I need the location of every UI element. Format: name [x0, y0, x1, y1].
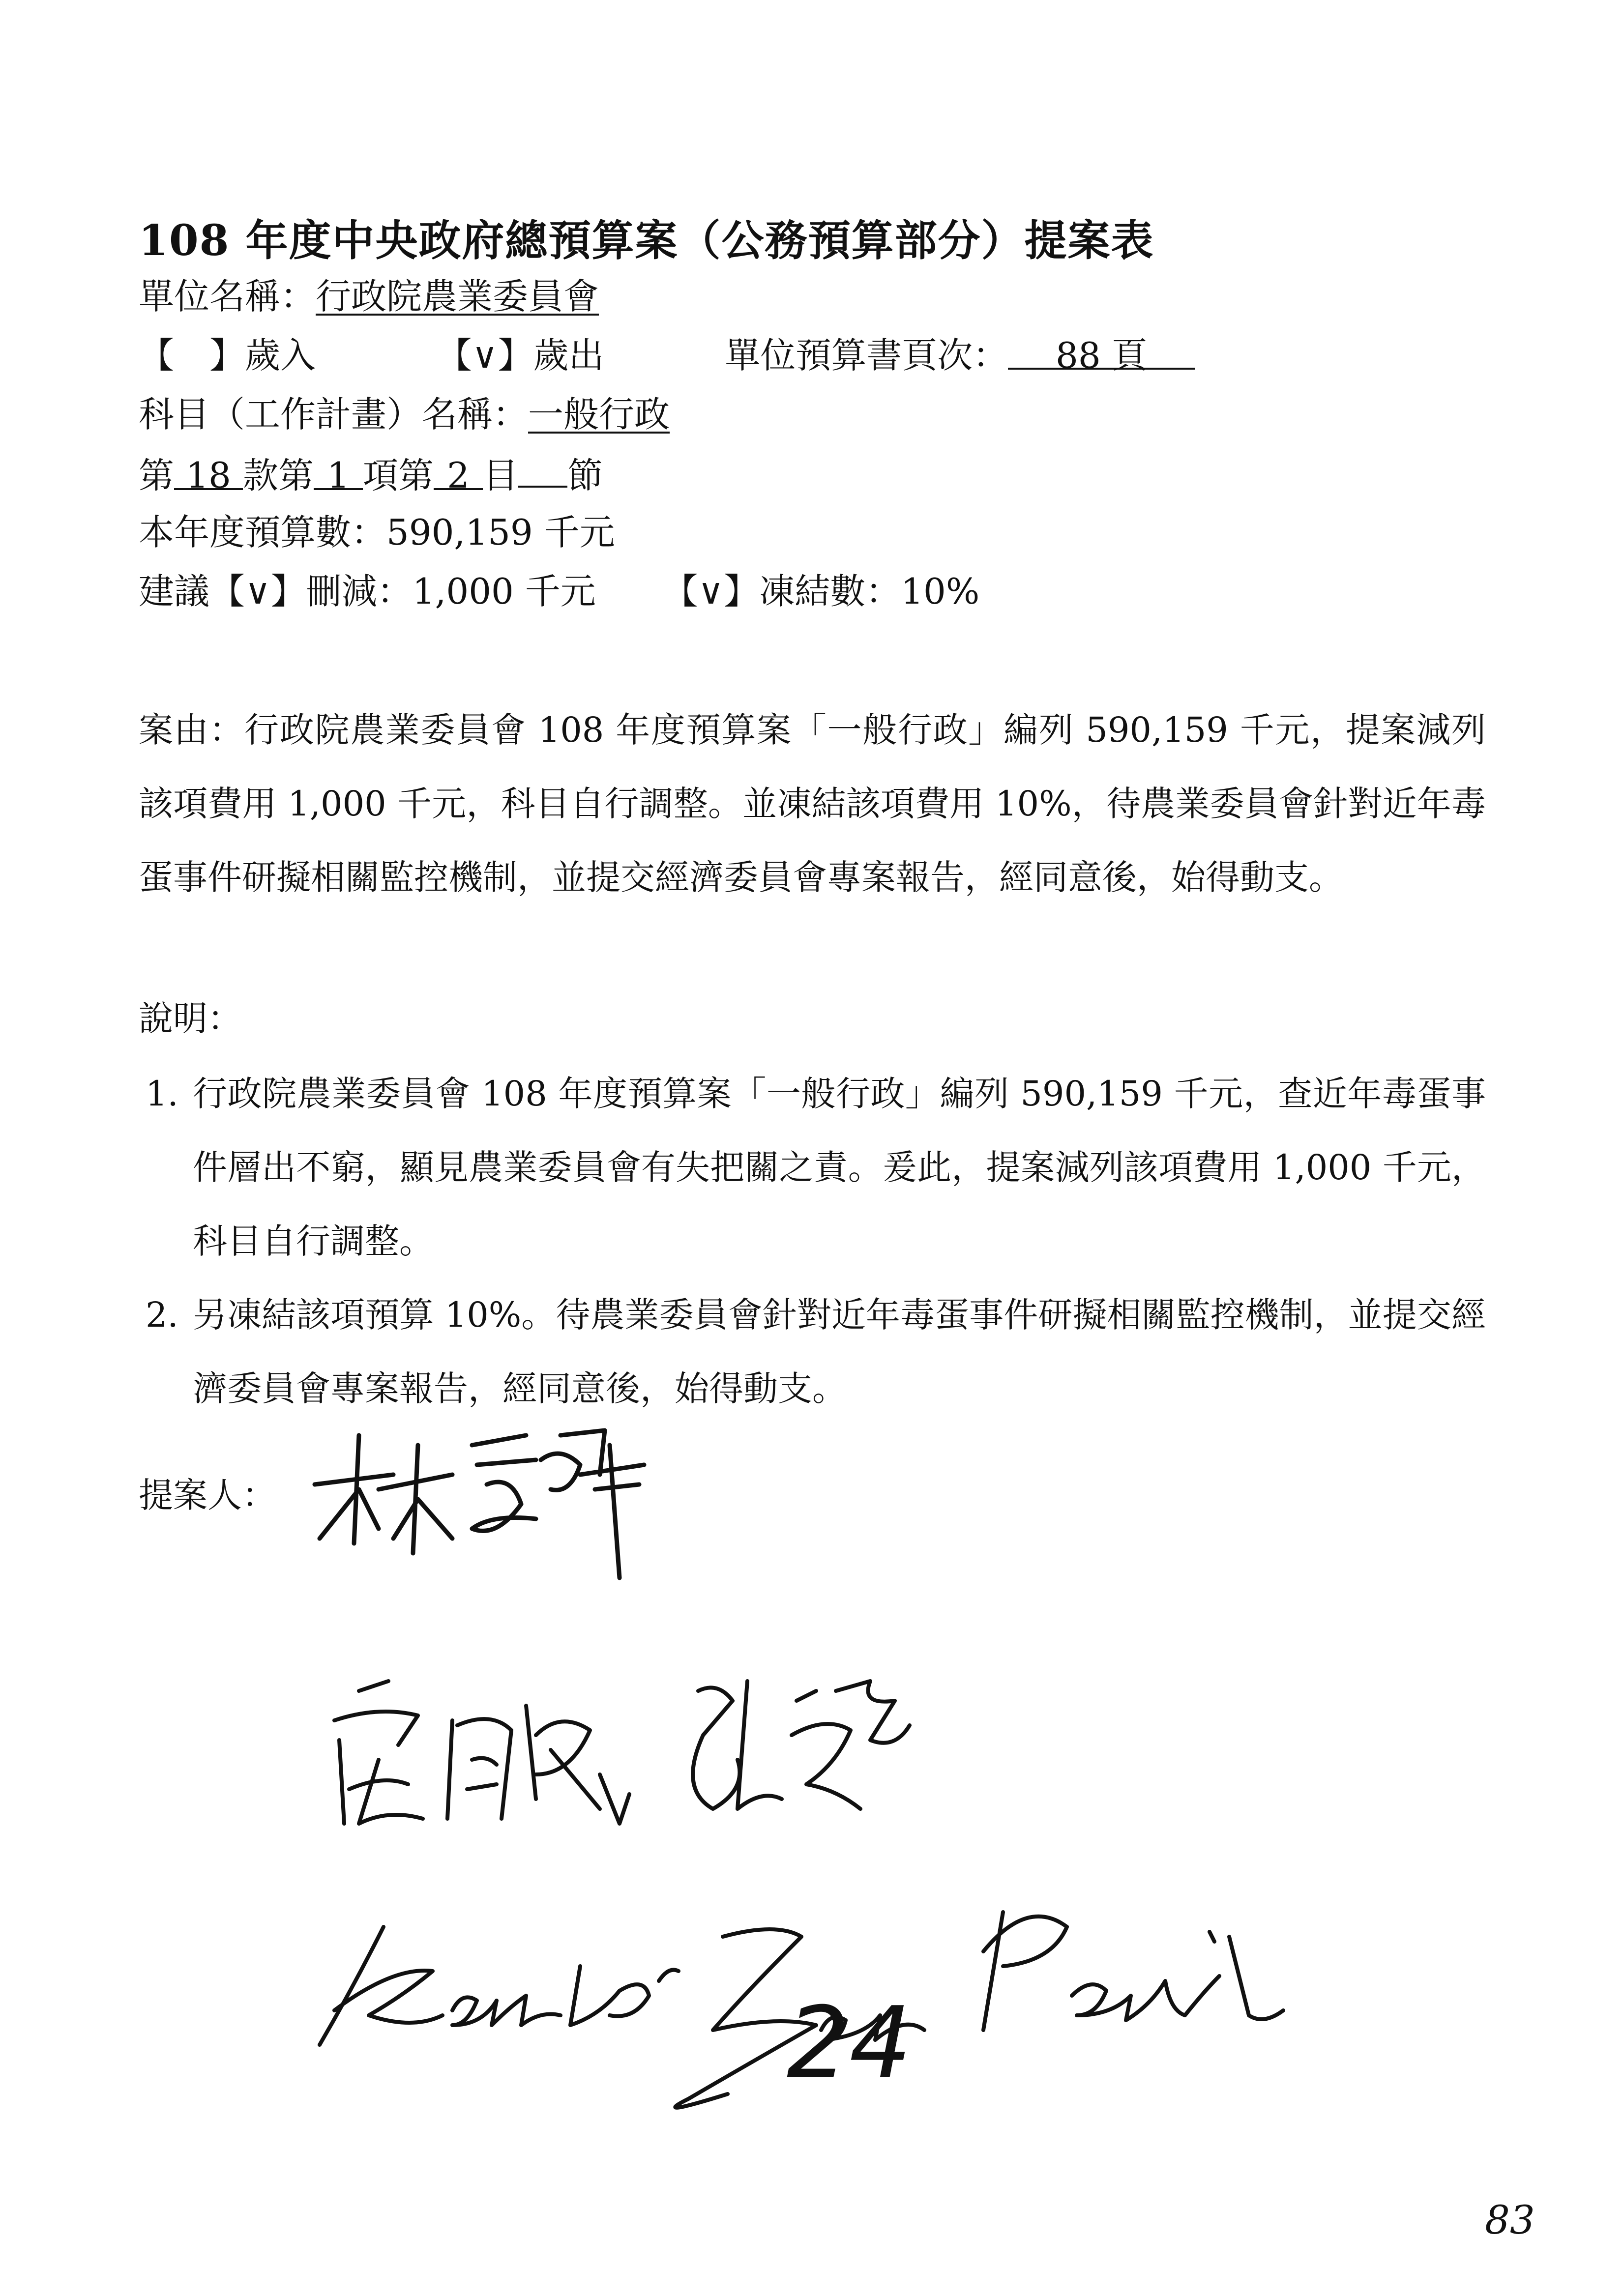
page-number: 83: [1485, 2197, 1535, 2243]
note-text: 另凍結該項預算 10%。待農業委員會針對近年毒蛋事件研擬相關監控機制，並提交經濟委員會專案報告，經同意後，始得動支。: [193, 1295, 1486, 1409]
note-text: 行政院農業委員會 108 年度預算案「一般行政」編列 590,159 千元，查近年毒蛋事件層出不窮，顯見農業委員會有失把關之責。爰此，提案減列該項費用 1,000 千元，科目自行調整。: [193, 1074, 1486, 1261]
proposal-freeze: 【∨】凍結數：10%: [662, 571, 980, 612]
section-mu: 2: [434, 454, 483, 490]
section-line: [139, 452, 603, 497]
document-title: 108 年度中央政府總預算案（公務預算部分）提案表: [139, 216, 1154, 265]
budget-amount-line: 本年度預算數：590,159 千元: [139, 512, 615, 553]
proposal-line: [139, 570, 979, 612]
note-item-1: [139, 1057, 1486, 1278]
subject-line: [139, 393, 670, 436]
unit-line: [139, 275, 599, 318]
note-number: 2.: [146, 1295, 178, 1335]
unit-name: 行政院農業委員會: [316, 276, 599, 317]
section-xiang: 1: [314, 454, 363, 490]
section-jie: [518, 452, 567, 488]
handwritten-number: 24: [787, 1986, 912, 2100]
section-prefix: 第: [139, 455, 175, 496]
case-reason: 案由：行政院農業委員會 108 年度預算案「一般行政」編列 590,159 千元，提案減列該項費用 1,000 千元，科目自行調整。並凍結該項費用 10%，待農業委員會針對近年毒蛋事件研擬相關監控機制，並提交經濟委員會專案報告，經同意後，始得動支。: [139, 710, 1486, 898]
expense-option: 【∨】歲出: [436, 335, 604, 376]
subject-value: 一般行政: [528, 394, 670, 435]
subject-label: 科目（工作計畫）名稱：: [139, 394, 529, 435]
notes-label: 說明：: [139, 998, 242, 1039]
page-ref-value: 88 頁: [1008, 334, 1195, 370]
proposal-cut: 建議【∨】刪減：1,000 千元: [139, 571, 596, 612]
section-xiang-label: 項第: [363, 455, 434, 496]
note-number: 1.: [146, 1074, 178, 1114]
section-kuan: 18: [174, 454, 243, 490]
proposer-label: 提案人：: [139, 1475, 276, 1515]
revenue-option: 【 】歲入: [139, 335, 316, 376]
section-mu-label: 目: [483, 455, 519, 496]
note-item-2: [139, 1278, 1486, 1425]
signature-2: [305, 1661, 1052, 1868]
page-ref-label: 單位預算書頁次：: [725, 335, 1008, 376]
unit-label: 單位名稱：: [139, 276, 316, 317]
section-jie-label: 節: [567, 455, 603, 496]
budget-type-line: [139, 334, 1195, 377]
section-kuan-label: 款第: [243, 455, 314, 496]
signature-1: [305, 1416, 649, 1583]
